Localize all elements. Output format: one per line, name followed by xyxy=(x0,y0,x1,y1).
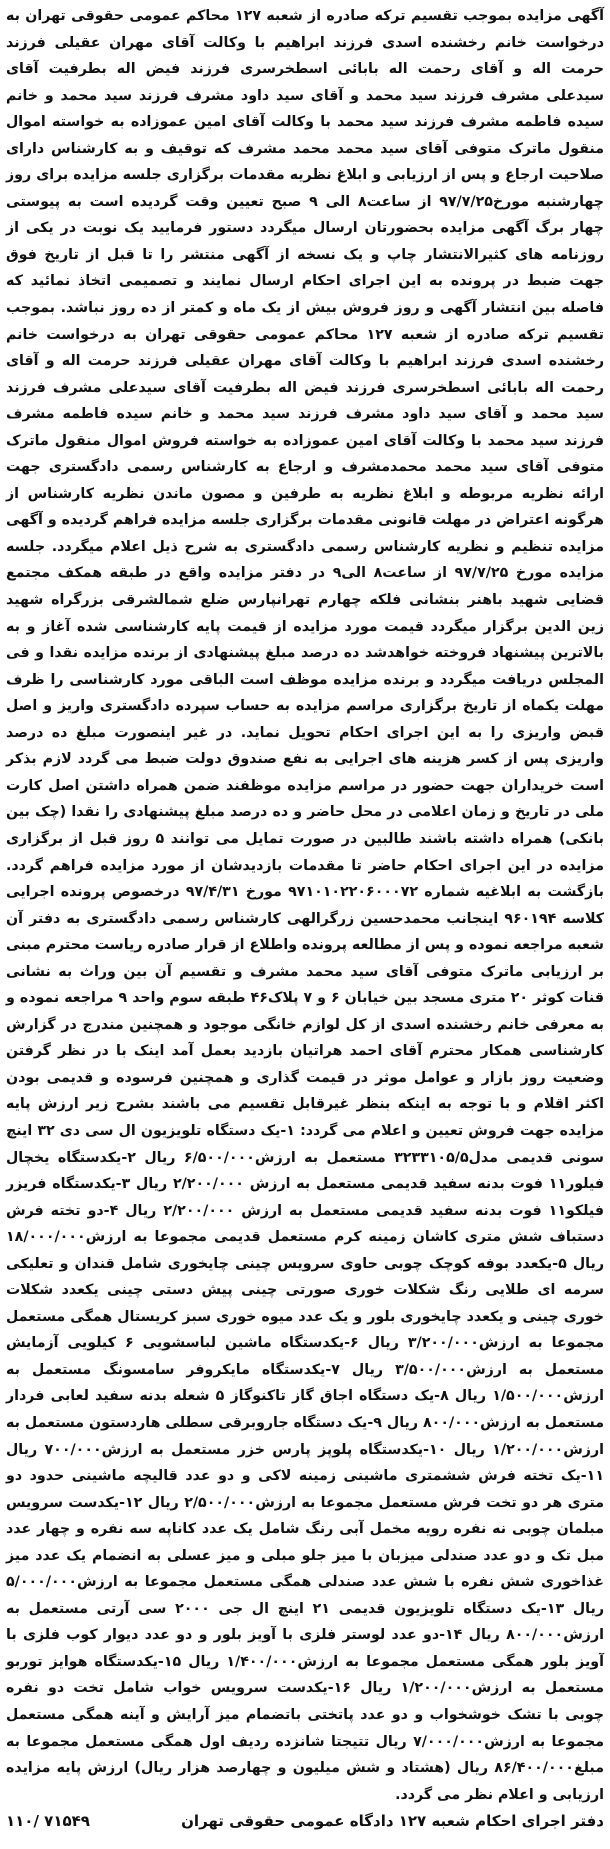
footer-office-name: دفتر اجرای احکام شعبه ۱۲۷ دادگاه عمومی حقوقی تهران xyxy=(181,1812,604,1831)
notice-body-text: آگهی مزایده بموجب تقسیم ترکه صادره از شعبه ۱۲۷ محاکم عمومی حقوقی تهران به درخواست خانم رخشنده اسدی فرزند ابراهیم با وکالت آقای مهران عقیلی فرزند حرمت اله و آقای رحمت اله بابائی اسطخرسری فرزند فیض اله بطرفیت آقای سیدعلی مشرف فرزند سید محمد و آقای سید داود مشرف فرزند سید محمد و خانم سیده فاطمه مشرف فرزند سید محمد با وکالت آقای امین عموزاده به خواسته اموال منقول ماترک متوفی آقای سید محمد محمد مشرف که توقیف و به کارشناس دارای صلاحیت ارجاع و پس از ارزیابی و ابلاغ نظریه مقدمات برگزاری جلسه مزایده برای روز چهارشنبه مورخ۹۷/۷/۲۵ از ساعت۸ الی ۹ صبح تعیین وقت گردیده است به پیوستی چهار برگ آگهی مزایده بحضورتان ارسال میگردد دستور فرمایید یک نوبت در یکی از روزنامه های کثیرالانتشار چاپ و یک نسخه از آگهی منتشر را تا قبل از تاریخ فوق جهت ضبط در پرونده به این اجرای احکام ارسال نمایند و تصمیمی اتخاذ نمائید که فاصله بین انتشار آگهی و روز فروش بیش از یک ماه و کمتر از ده روز نباشد. بموجب تقسیم ترکه صادره از شعبه ۱۲۷ محاکم عمومی حقوقی تهران به درخواست خانم رخشنده اسدی فرزند ابراهیم با وکالت آقای مهران عقیلی فرزند حرمت اله و آقای رحمت اله بابائی اسطخرسری فرزند فیض اله بطرفیت آقای سیدعلی مشرف فرزند سید محمد و آقای سید داود مشرف فرزند سید محمد و خانم سیده فاطمه مشرف فرزند سید محمد با وکالت آقای امین عموزاده به خواسته فروش اموال منقول ماترک متوفی آقای سید محمد محمدمشرف و ارجاع به کارشناس رسمی دادگستری جهت ارائه نظریه مربوطه و ابلاغ نظریه به طرفین و مصون ماندن نظریه کارشناس از هرگونه اعتراض در مهلت قانونی مقدمات برگزاری جلسه مزایده فراهم گردیده و آگهی مزایده تنظیم و نظریه کارشناس رسمی دادگستری به شرح ذیل اعلام میگردد. جلسه مزایده مورخ ۹۷/۷/۲۵ از ساعت۸ الی۹ در دفتر مزایده واقع در طبقه همکف مجتمع قضایی شهید باهنر بنشانی فلکه چهارم تهرانپارس ضلع شمالشرقی بزرگراه شهید زین الدین برگزار میگردد قیمت مورد مزایده از قیمت پایه کارشناسی شده آغاز و به بالاترین پیشنهاد فروخته خواهدشد ده درصد مبلغ پیشنهادی از برنده مزایده نقدا و فی المجلس دریافت میگردد و برنده مزایده موظف است الباقی مورد کارشناسی را ظرف مهلت یکماه از تاریخ برگزاری مراسم مزایده به حساب سپرده دادگستری واریز و اصل قبض واریزی را به این اجرای احکام تحویل نماید. در غیر اینصورت مبلغ ده درصد واریزی پس از کسر هزینه های اجرایی به نفع صندوق دولت ضبط می گردد لازم بذکر است خریداران جهت حضور در مراسم مزایده موظفند ضمن همراه داشتن اصل کارت ملی در تاریخ و زمان اعلامی در محل حاضر و ده درصد مبلغ پیشنهادی را نقدا (چک بین بانکی) همراه داشته باشند طالبین در صورت تمایل می توانند ۵ روز قبل از برگزاری مزایده در این اجرای احکام حاضر تا مقدمات بازدیدشان از مورد مزایده فراهم گردد. بازگشت به ابلاغیه شماره ۹۷۱۰۱۰۲۲۰۶۰۰۰۷۲ مورخ ۹۷/۴/۳۱ درخصوص پرونده اجرایی کلاسه ۹۶۰۱۹۴ اینجانب محمدحسین زرگرالهی کارشناس رسمی دادگستری به دفتر آن شعبه مراجعه نموده و پس از مطالعه پرونده واطلاع از قرار صادره ریاست محترم مبنی بر ارزیابی ماترک متوفی آقای سید محمد مشرف و تقسیم آن بین وراث به نشانی قنات کوثر ۲۰ متری مسجد بین خیابان ۶ و ۷ پلاک۴۶ طبقه سوم واحد ۹ مراجعه نموده و به معرفی خانم رخشنده اسدی از کل لوازم خانگی موجود و همچنین مندرج در گزارش کارشناسی همکار محترم آقای احمد هراتیان بازدید بعمل آمد اینک با در نظر گرفتن وضعیت روز بازار و عوامل موثر در قیمت گذاری و همچنین فرسوده و قدیمی بودن اکثر اقلام و با توجه به اینکه بنظر غیرقابل تقسیم می باشند بشرح زیر ارزش پایه مزایده جهت فروش تعیین و اعلام می گردد: ۱-یک دستگاه تلویزیون ال سی دی ۳۲ اینچ سونی قدیمی مدل۳۲۳۳۱۰۵/۵ مستعمل به ارزش۶/۵۰۰/۰۰۰ ریال ۲-یکدستگاه یخچال فیلور۱۱ فوت بدنه سفید قدیمی مستعمل به ارزش ۲/۲۰۰/۰۰۰ ریال ۳-یکدستگاه فریزر فیلکو۱۱ فوت بدنه سفید قدیمی مستعمل به ارزش ۲/۲۰۰/۰۰۰ ریال ۴-دو تخته فرش دستباف شش متری کاشان زمینه کرم مستعمل قدیمی مجموعا به ارزش۱۸/۰۰۰/۰۰۰ ریال ۵-یکعدد بوفه کوچک چوبی حاوی سرویس چینی چایخوری شامل قندان و تعلیکی سرمه ای طلایی رنگ شکلات خوری صورتی چینی پیش دستی چینی یکعدد شکلات خوری چینی و یکعدد چایخوری بلور و یک عدد میوه خوری سبز کریستال همگی مستعمل مجموعا به ارزش۳/۲۰۰/۰۰۰ ریال ۶-یکدستگاه ماشین لباسشویی ۶ کیلویی آزمایش مستعمل به ارزش۳/۵۰۰/۰۰۰ ریال ۷-یکدستگاه مایکروفر سامسونگ مستعمل به ارزش۱/۵۰۰/۰۰۰ ریال ۸-یک دستگاه اجاق گاز تاکنوگاز ۵ شعله بدنه سفید لعابی فردار مستعمل به ارزش۸۰۰/۰۰۰ ریال ۹-یک دستگاه جاروبرقی سطلی هاردستون مستعمل به ارزش۱/۲۰۰/۰۰۰ ریال ۱۰-یکدستگاه پلوپز پارس خزر مستعمل به ارزش۷۰۰/۰۰۰ ریال ۱۱-یک تخته فرش ششمتری ماشینی زمینه لاکی و دو عدد قالیچه ماشینی حدود دو متری هر دو تخت فرش مستعمل مجموعا به ارزش۲/۵۰۰/۰۰۰ ریال ۱۲-یکدست سرویس مبلمان چوبی نه نفره رویه مخمل آبی رنگ شامل یک عدد کاناپه سه نفره و چهار عدد مبل تک و دو عدد صندلی میزبان با میز جلو مبلی و میز عسلی به انضمام یک عدد میز غذاخوری شش نفره با شش عدد صندلی همگی مستعمل مجموعا به ارزش۵/۰۰۰/۰۰۰ ریال ۱۳-یک دستگاه تلویزیون قدیمی ۲۱ اینچ ال جی ۲۰۰۰ سی آرتی مستعمل به ارزش۸۰۰/۰۰۰ ریال ۱۴-دو عدد لوستر فلزی با آویز بلور و دو عدد دیوار کوب فلزی با آویز بلور همگی مستعمل مجموعا به ارزش۱/۴۰۰/۰۰۰ ریال ۱۵-یکدستگاه هوایز توربو مستعمل به ارزش۱/۲۰۰/۰۰۰ ریال ۱۶-یکدست سرویس خواب شامل تخت دو نفره چوبی با تشک خوشخواب و دو عدد پاتختی باتضمام میز آرایش و آینه همگی مستعمل مجموعا به ارزش۷/۰۰۰/۰۰۰ ریال تتیجتا شانزده ردیف اول همگی مستعمل مجموعا به مبلغ۸۶/۴۰۰/۰۰۰ ریال (هشتاد و شش میلیون و چهارصد هزار ریال) ارزش پایه مزایده ارزیابی و اعلام نظر می گردد. xyxy=(6,8,605,1803)
notice-footer xyxy=(6,1808,604,1834)
footer-reference-number: ۱۱۰/ ۷۱۵۴۹ xyxy=(6,1812,90,1831)
